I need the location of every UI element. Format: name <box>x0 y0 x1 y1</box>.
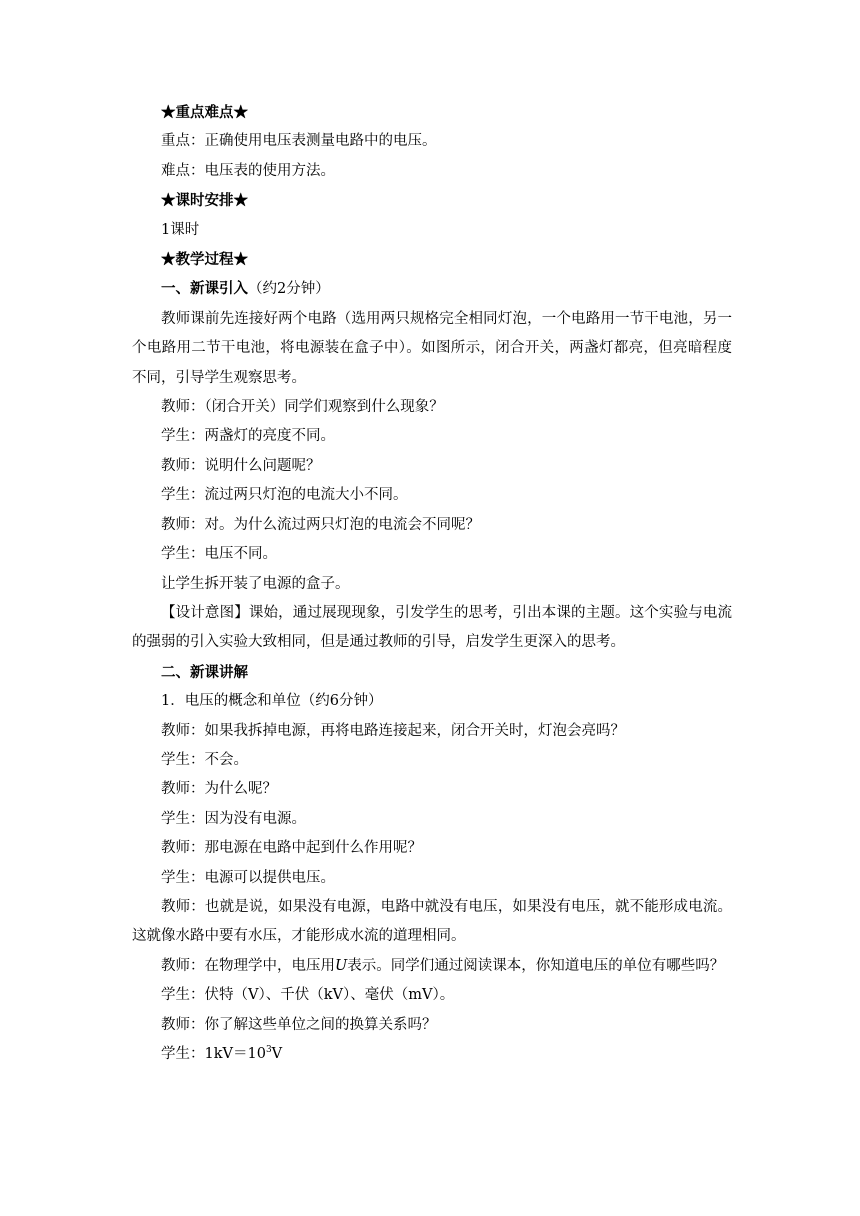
dialog-line: 教师：你了解这些单位之间的换算关系吗？ <box>161 1016 437 1033</box>
symbol-pre: 教师：在物理学中，电压用 <box>161 957 335 974</box>
conv-post: V <box>271 1046 283 1062</box>
design-text: 课始，通过展现现象，引发学生的思考，引出本课的主题。这个实验与电流的强弱的引入实验大致相同，但是通过教师的引导，启发学生更深入的思考。 <box>132 604 733 651</box>
dialog-line: 学生：电源可以提供电压。 <box>161 869 335 886</box>
heading-process: ★教学过程★ <box>161 251 248 269</box>
section1-title: 一、新课引入 <box>161 280 248 298</box>
design-intent <box>132 599 732 658</box>
dialog-line: 学生：因为没有电源。 <box>161 810 306 827</box>
conv-exponent: 3 <box>265 1045 272 1056</box>
section2-title: 二、新课讲解 <box>161 663 248 681</box>
dialog-line: 学生：两盏灯的亮度不同。 <box>161 428 335 445</box>
dialog-line: 教师：对。为什么流过两只灯泡的电流会不同呢？ <box>161 516 480 533</box>
difficulty: 难点：电压表的使用方法。 <box>161 162 335 179</box>
conversion-line <box>132 1040 732 1069</box>
document-page <box>132 98 732 1069</box>
symbol-post: 表示。同学们通过阅读课本，你知道电压的单位有哪些吗？ <box>347 957 725 974</box>
voltage-symbol: U <box>335 957 348 974</box>
intro-paragraph: 教师课前先连接好两个电路（选用两只规格完全相同灯泡，一个电路用一节干电池，另一个电路用二节干电池，将电源装在盒子中）。如图所示，闭合开关，两盏灯都亮，但亮暗程度不同，引导学生观察思考。 <box>132 310 732 386</box>
dialog-line: 学生：电压不同。 <box>161 546 277 563</box>
heading-schedule: ★课时安排★ <box>161 192 248 210</box>
subsection-title: 1．电压的概念和单位（约6分钟） <box>161 693 383 710</box>
dialog-line: 让学生拆开装了电源的盒子。 <box>161 575 350 592</box>
dialog-line: 教师：（闭合开关）同学们观察到什么现象？ <box>161 399 444 416</box>
dialog-line: 学生：伏特（V）、千伏（kV）、毫伏（mV）。 <box>161 987 455 1004</box>
dialog-line: 教师：为什么呢？ <box>161 781 277 798</box>
conv-pre: 学生：1kV＝10 <box>161 1046 266 1062</box>
dialog-line: 教师：如果我拆掉电源，再将电路连接起来，闭合开关时，灯泡会亮吗？ <box>161 722 625 739</box>
dialog-line: 学生：不会。 <box>161 751 248 768</box>
section1-heading <box>132 274 732 304</box>
section1-time: （约2分钟） <box>248 281 330 298</box>
dialog-line: 教师：也就是说，如果没有电源，电路中就没有电压，如果没有电压，就不能形成电流。这就像水路中要有水压，才能形成水流的道理相同。 <box>132 898 732 945</box>
symbol-line <box>132 952 732 981</box>
dialog-line: 教师：说明什么问题呢？ <box>161 457 321 474</box>
dialog-line: 学生：流过两只灯泡的电流大小不同。 <box>161 487 408 504</box>
design-label: 【设计意图】 <box>161 604 249 621</box>
dialog-line: 教师：那电源在电路中起到什么作用呢？ <box>161 840 422 857</box>
schedule: 1课时 <box>161 221 200 238</box>
key-point: 重点：正确使用电压表测量电路中的电压。 <box>161 133 437 150</box>
heading-key-points: ★重点难点★ <box>161 104 248 121</box>
